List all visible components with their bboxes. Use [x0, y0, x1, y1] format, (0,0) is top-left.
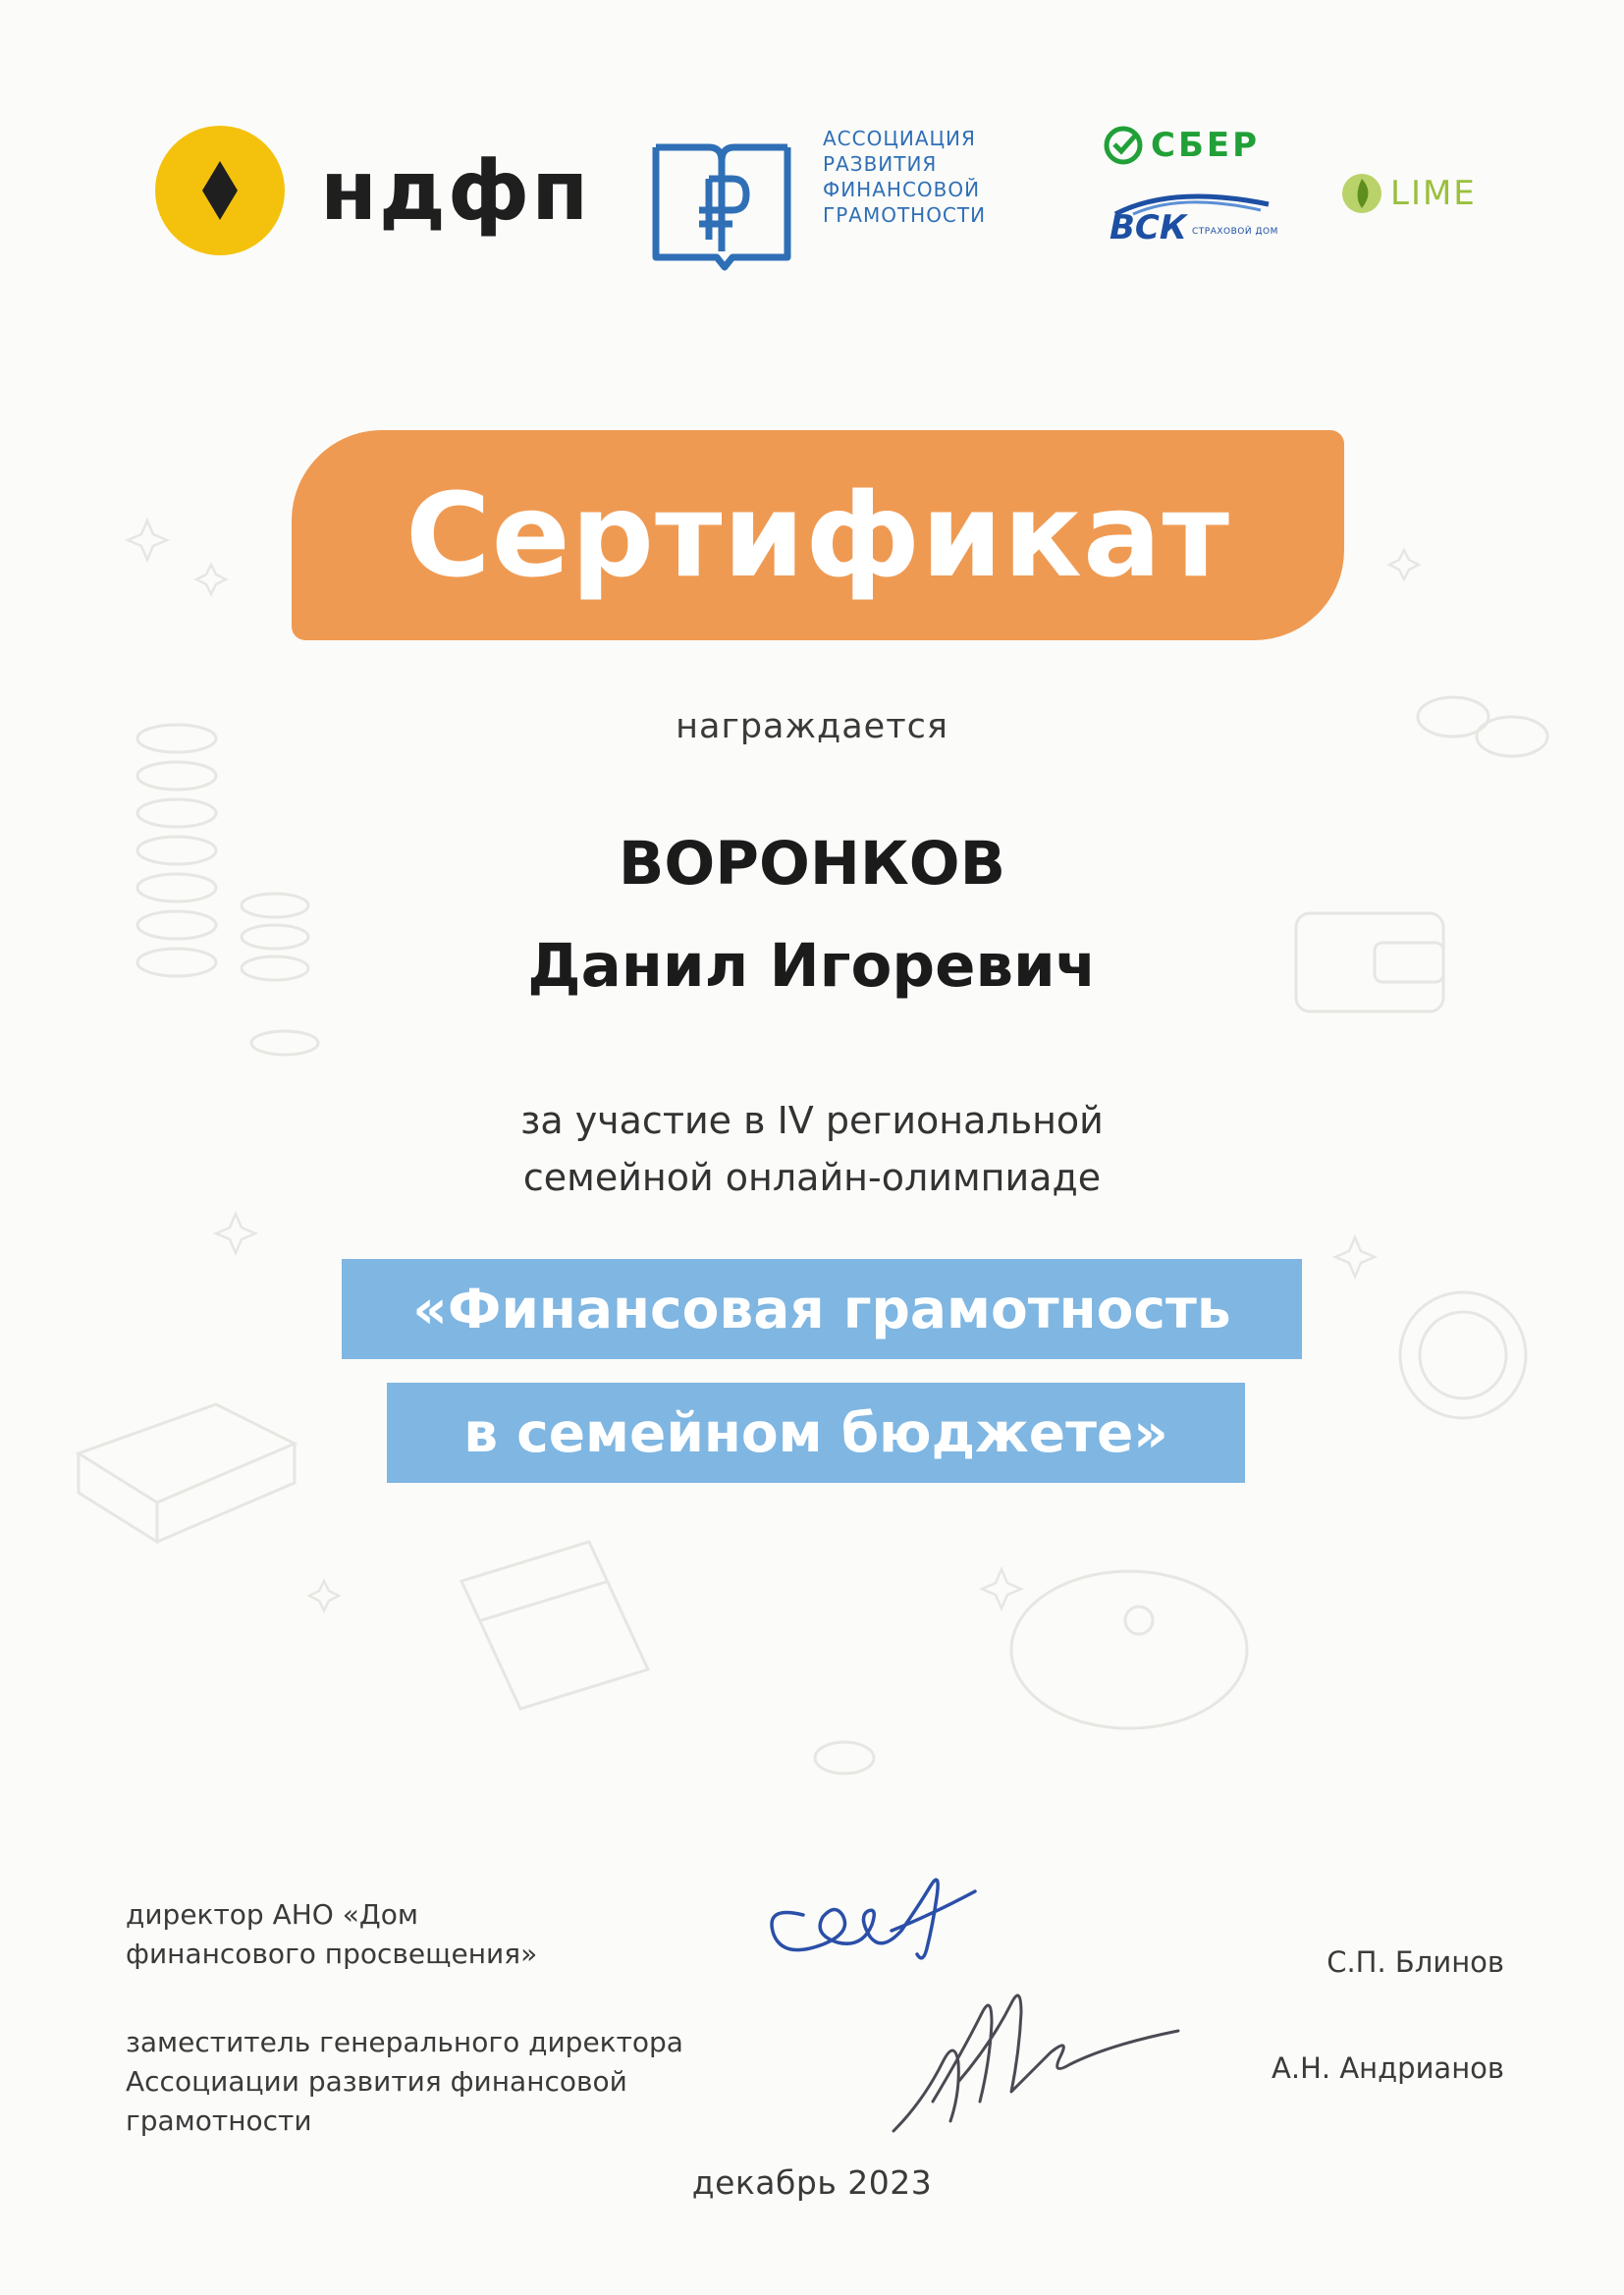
signatory-1-name: С.П. Блинов	[1326, 1945, 1504, 1979]
lime-icon	[1339, 171, 1384, 216]
participation-text: за участие в IV региональной семейной онлайн-олимпиаде	[520, 1099, 1104, 1199]
signatory-2-role: заместитель генерального директора Ассоциации развития финансовой грамотности	[126, 2026, 683, 2137]
signature-2	[864, 1954, 1188, 2151]
lime-logo-text: LIME	[1390, 174, 1477, 213]
olympiad-title-line-2: в семейном бюджете»	[463, 1401, 1168, 1464]
recipient-surname: ВОРОНКОВ	[618, 829, 1006, 899]
vsk-logo-subtitle: СТРАХОВОЙ ДОМ	[1192, 227, 1278, 237]
sber-logo	[1104, 122, 1320, 175]
arfg-logo	[648, 118, 1021, 275]
certificate-title: Сертификат	[405, 467, 1231, 603]
ndfp-logo	[155, 126, 591, 255]
ndfp-circle-icon	[155, 126, 285, 255]
awarded-label: награждается	[676, 707, 948, 746]
vsk-logo	[1104, 191, 1320, 249]
signatory-2-name: А.Н. Андрианов	[1272, 2051, 1504, 2085]
vsk-logo-text: ВСК	[1110, 208, 1187, 247]
certificate-date: декабрь 2023	[691, 2163, 933, 2202]
olympiad-title-banner-1	[342, 1259, 1302, 1359]
lime-logo	[1339, 165, 1506, 224]
signatory-1-role: директор АНО «Дом финансового просвещения»	[126, 1898, 538, 1970]
ruble-book-icon	[648, 130, 795, 277]
sber-check-icon	[1104, 126, 1143, 165]
arfg-logo-text: АССОЦИАЦИЯ РАЗВИТИЯ ФИНАНСОВОЙ ГРАМОТНОСТИ	[823, 127, 987, 227]
olympiad-title-line-1: «Финансовая грамотность	[412, 1278, 1231, 1340]
title-banner	[292, 430, 1344, 640]
diamond-icon	[202, 161, 238, 220]
recipient-given-name: Данил Игоревич	[527, 931, 1097, 1001]
credit-card-icon	[461, 1542, 648, 1709]
sber-logo-text: СБЕР	[1151, 126, 1261, 165]
piggy-bank-icon	[1011, 1571, 1247, 1728]
gold-bar-icon	[79, 1404, 295, 1542]
ndfp-logo-text: ндфп	[320, 142, 591, 239]
olympiad-title-banner-2	[387, 1383, 1245, 1483]
